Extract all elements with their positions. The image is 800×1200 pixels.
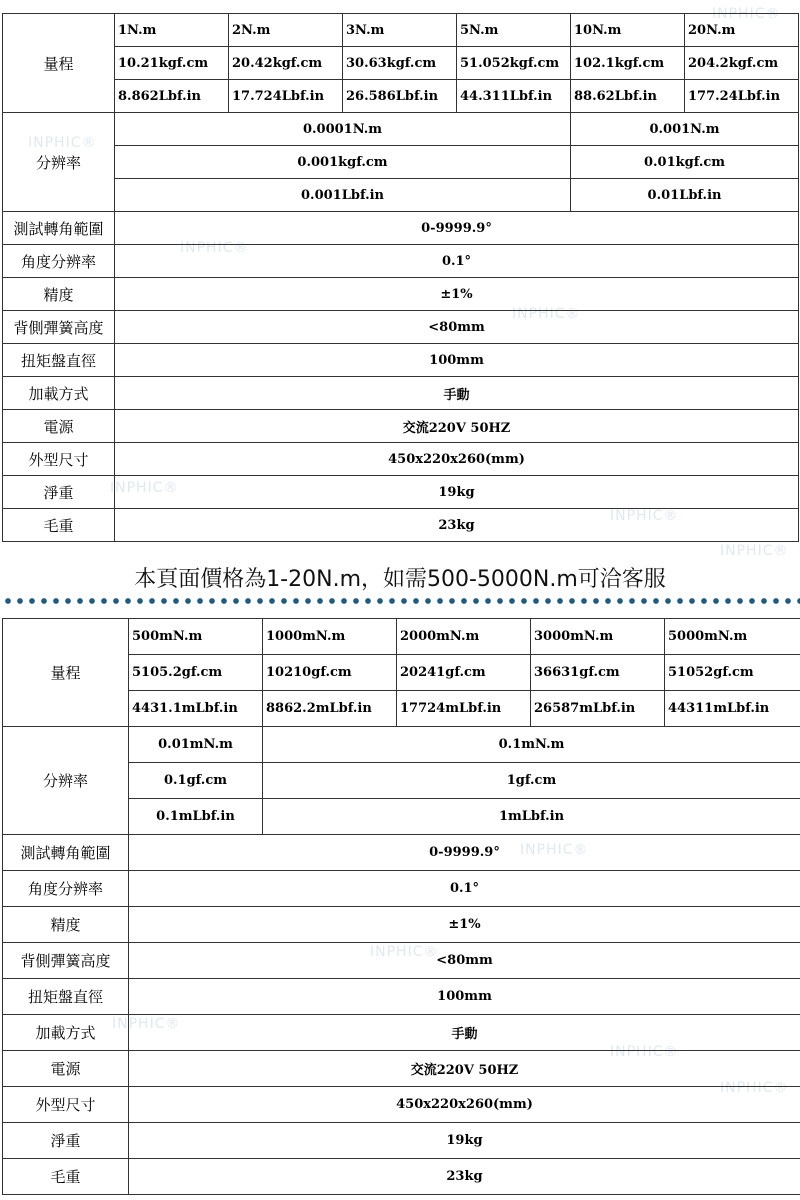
table-row [3,146,799,179]
table-row [3,443,799,476]
table-row [3,278,799,311]
resolution-cell: 0.001kgf.cm [115,146,571,179]
range-lbfin-cell: 177.24Lbf.in [685,80,799,113]
resolution-cell: 0.001N.m [571,113,799,146]
table-row [3,476,799,509]
watermark: INPHIC® [720,1080,789,1096]
table-row [3,871,800,907]
range-lbfin-cell: 8862.2mLbf.in [263,691,397,727]
range-gfcm-cell: 20241gf.cm [397,655,531,691]
spec-value: 0.1° [129,871,800,907]
spec-label: 測試轉角範圍 [3,835,129,871]
resolution-cell: 0.01Lbf.in [571,179,799,212]
range-lbfin-cell: 88.62Lbf.in [571,80,685,113]
range-label: 量程 [3,14,115,113]
resolution-cell: 0.1gf.cm [129,763,263,799]
spec-value: 手動 [115,377,799,410]
spec-value: 19kg [129,1123,800,1159]
resolution-cell: 0.1mLbf.in [129,799,263,835]
table-row [3,835,800,871]
table-row [3,979,800,1015]
watermark: INPHIC® [712,6,781,22]
spec-value: ±1% [115,278,799,311]
spec-value: <80mm [129,943,800,979]
watermark: INPHIC® [370,944,439,960]
watermark: INPHIC® [28,135,97,151]
spec-label: 背側彈簧高度 [3,311,115,344]
table-row [3,1159,800,1195]
range-kgfcm-cell: 204.2kgf.cm [685,47,799,80]
spec-value: 450x220x260(mm) [129,1087,800,1123]
resolution-cell: 1gf.cm [263,763,800,799]
spec-label: 扭矩盤直徑 [3,344,115,377]
spec-label: 加載方式 [3,377,115,410]
range-nm-cell: 3000mN.m [531,619,665,655]
range-nm-cell: 3N.m [343,14,457,47]
resolution-cell: 0.01mN.m [129,727,263,763]
watermark: INPHIC® [110,480,179,496]
spec-label: 測試轉角範圍 [3,212,115,245]
spec-label: 淨重 [3,1123,129,1159]
table-row [3,907,800,943]
spec-table-500-5000mnm [2,618,800,1195]
spec-value: 23kg [115,509,799,542]
spec-label: 扭矩盤直徑 [3,979,129,1015]
range-gfcm-cell: 10210gf.cm [263,655,397,691]
table-row [3,179,799,212]
range-lbfin-cell: 44.311Lbf.in [457,80,571,113]
spec-table-1-20nm [2,13,799,542]
dotted-divider [0,596,800,606]
watermark: INPHIC® [512,306,581,322]
resolution-cell: 0.1mN.m [263,727,800,763]
table-row [3,14,799,47]
spec-label: 加載方式 [3,1015,129,1051]
spec-value: 交流220V 50HZ [129,1051,800,1087]
table-row [3,1051,800,1087]
range-lbfin-cell: 17724mLbf.in [397,691,531,727]
resolution-cell: 1mLbf.in [263,799,800,835]
range-nm-cell: 1000mN.m [263,619,397,655]
range-kgfcm-cell: 102.1kgf.cm [571,47,685,80]
range-nm-cell: 5N.m [457,14,571,47]
resolution-label: 分辨率 [3,113,115,212]
resolution-cell: 0.01kgf.cm [571,146,799,179]
spec-value: 交流220V 50HZ [115,410,799,443]
spec-label: 毛重 [3,509,115,542]
range-lbfin-cell: 17.724Lbf.in [229,80,343,113]
range-kgfcm-cell: 10.21kgf.cm [115,47,229,80]
spec-label: 淨重 [3,476,115,509]
spec-value: 手動 [129,1015,800,1051]
spec-value: 450x220x260(mm) [115,443,799,476]
spec-label: 外型尺寸 [3,1087,129,1123]
range-label: 量程 [3,619,129,727]
watermark: INPHIC® [180,240,249,256]
table-row [3,245,799,278]
range-nm-cell: 20N.m [685,14,799,47]
table-row [3,80,799,113]
spec-value: 100mm [115,344,799,377]
range-nm-cell: 5000mN.m [665,619,800,655]
range-nm-cell: 2000mN.m [397,619,531,655]
watermark: INPHIC® [112,1016,181,1032]
table-row [3,1123,800,1159]
range-lbfin-cell: 26.586Lbf.in [343,80,457,113]
spec-label: 精度 [3,278,115,311]
range-kgfcm-cell: 20.42kgf.cm [229,47,343,80]
table-row [3,1015,800,1051]
watermark: INPHIC® [720,543,789,559]
spec-label: 角度分辨率 [3,245,115,278]
table-row [3,1087,800,1123]
spec-value: ±1% [129,907,800,943]
spec-value: 100mm [129,979,800,1015]
table-row [3,212,799,245]
range-lbfin-cell: 44311mLbf.in [665,691,800,727]
range-kgfcm-cell: 30.63kgf.cm [343,47,457,80]
spec-label: 精度 [3,907,129,943]
range-nm-cell: 1N.m [115,14,229,47]
range-gfcm-cell: 51052gf.cm [665,655,800,691]
range-nm-cell: 2N.m [229,14,343,47]
range-lbfin-cell: 4431.1mLbf.in [129,691,263,727]
spec-value: 0-9999.9° [129,835,800,871]
table-row [3,344,799,377]
watermark: INPHIC® [610,1044,679,1060]
table-row [3,943,800,979]
table-row [3,311,799,344]
resolution-cell: 0.001Lbf.in [115,179,571,212]
table-row [3,509,799,542]
table-row [3,113,799,146]
table-row [3,410,799,443]
spec-value: 19kg [115,476,799,509]
spec-value: <80mm [115,311,799,344]
spec-value: 0.1° [115,245,799,278]
table-row [3,47,799,80]
range-kgfcm-cell: 51.052kgf.cm [457,47,571,80]
range-nm-cell: 10N.m [571,14,685,47]
spec-label: 角度分辨率 [3,871,129,907]
spec-label: 外型尺寸 [3,443,115,476]
table-row [3,727,800,763]
spec-value: 23kg [129,1159,800,1195]
range-gfcm-cell: 5105.2gf.cm [129,655,263,691]
range-nm-cell: 500mN.m [129,619,263,655]
range-gfcm-cell: 36631gf.cm [531,655,665,691]
spec-label: 電源 [3,410,115,443]
table-row [3,619,800,655]
spec-label: 電源 [3,1051,129,1087]
price-note: 本頁面價格為1-20N.m，如需500-5000N.m可洽客服 [134,567,666,592]
spec-label: 毛重 [3,1159,129,1195]
watermark: INPHIC® [520,842,589,858]
resolution-cell: 0.0001N.m [115,113,571,146]
range-lbfin-cell: 26587mLbf.in [531,691,665,727]
watermark: INPHIC® [610,508,679,524]
spec-label: 背側彈簧高度 [3,943,129,979]
table-row [3,377,799,410]
range-lbfin-cell: 8.862Lbf.in [115,80,229,113]
resolution-label: 分辨率 [3,727,129,835]
spec-value: 0-9999.9° [115,212,799,245]
